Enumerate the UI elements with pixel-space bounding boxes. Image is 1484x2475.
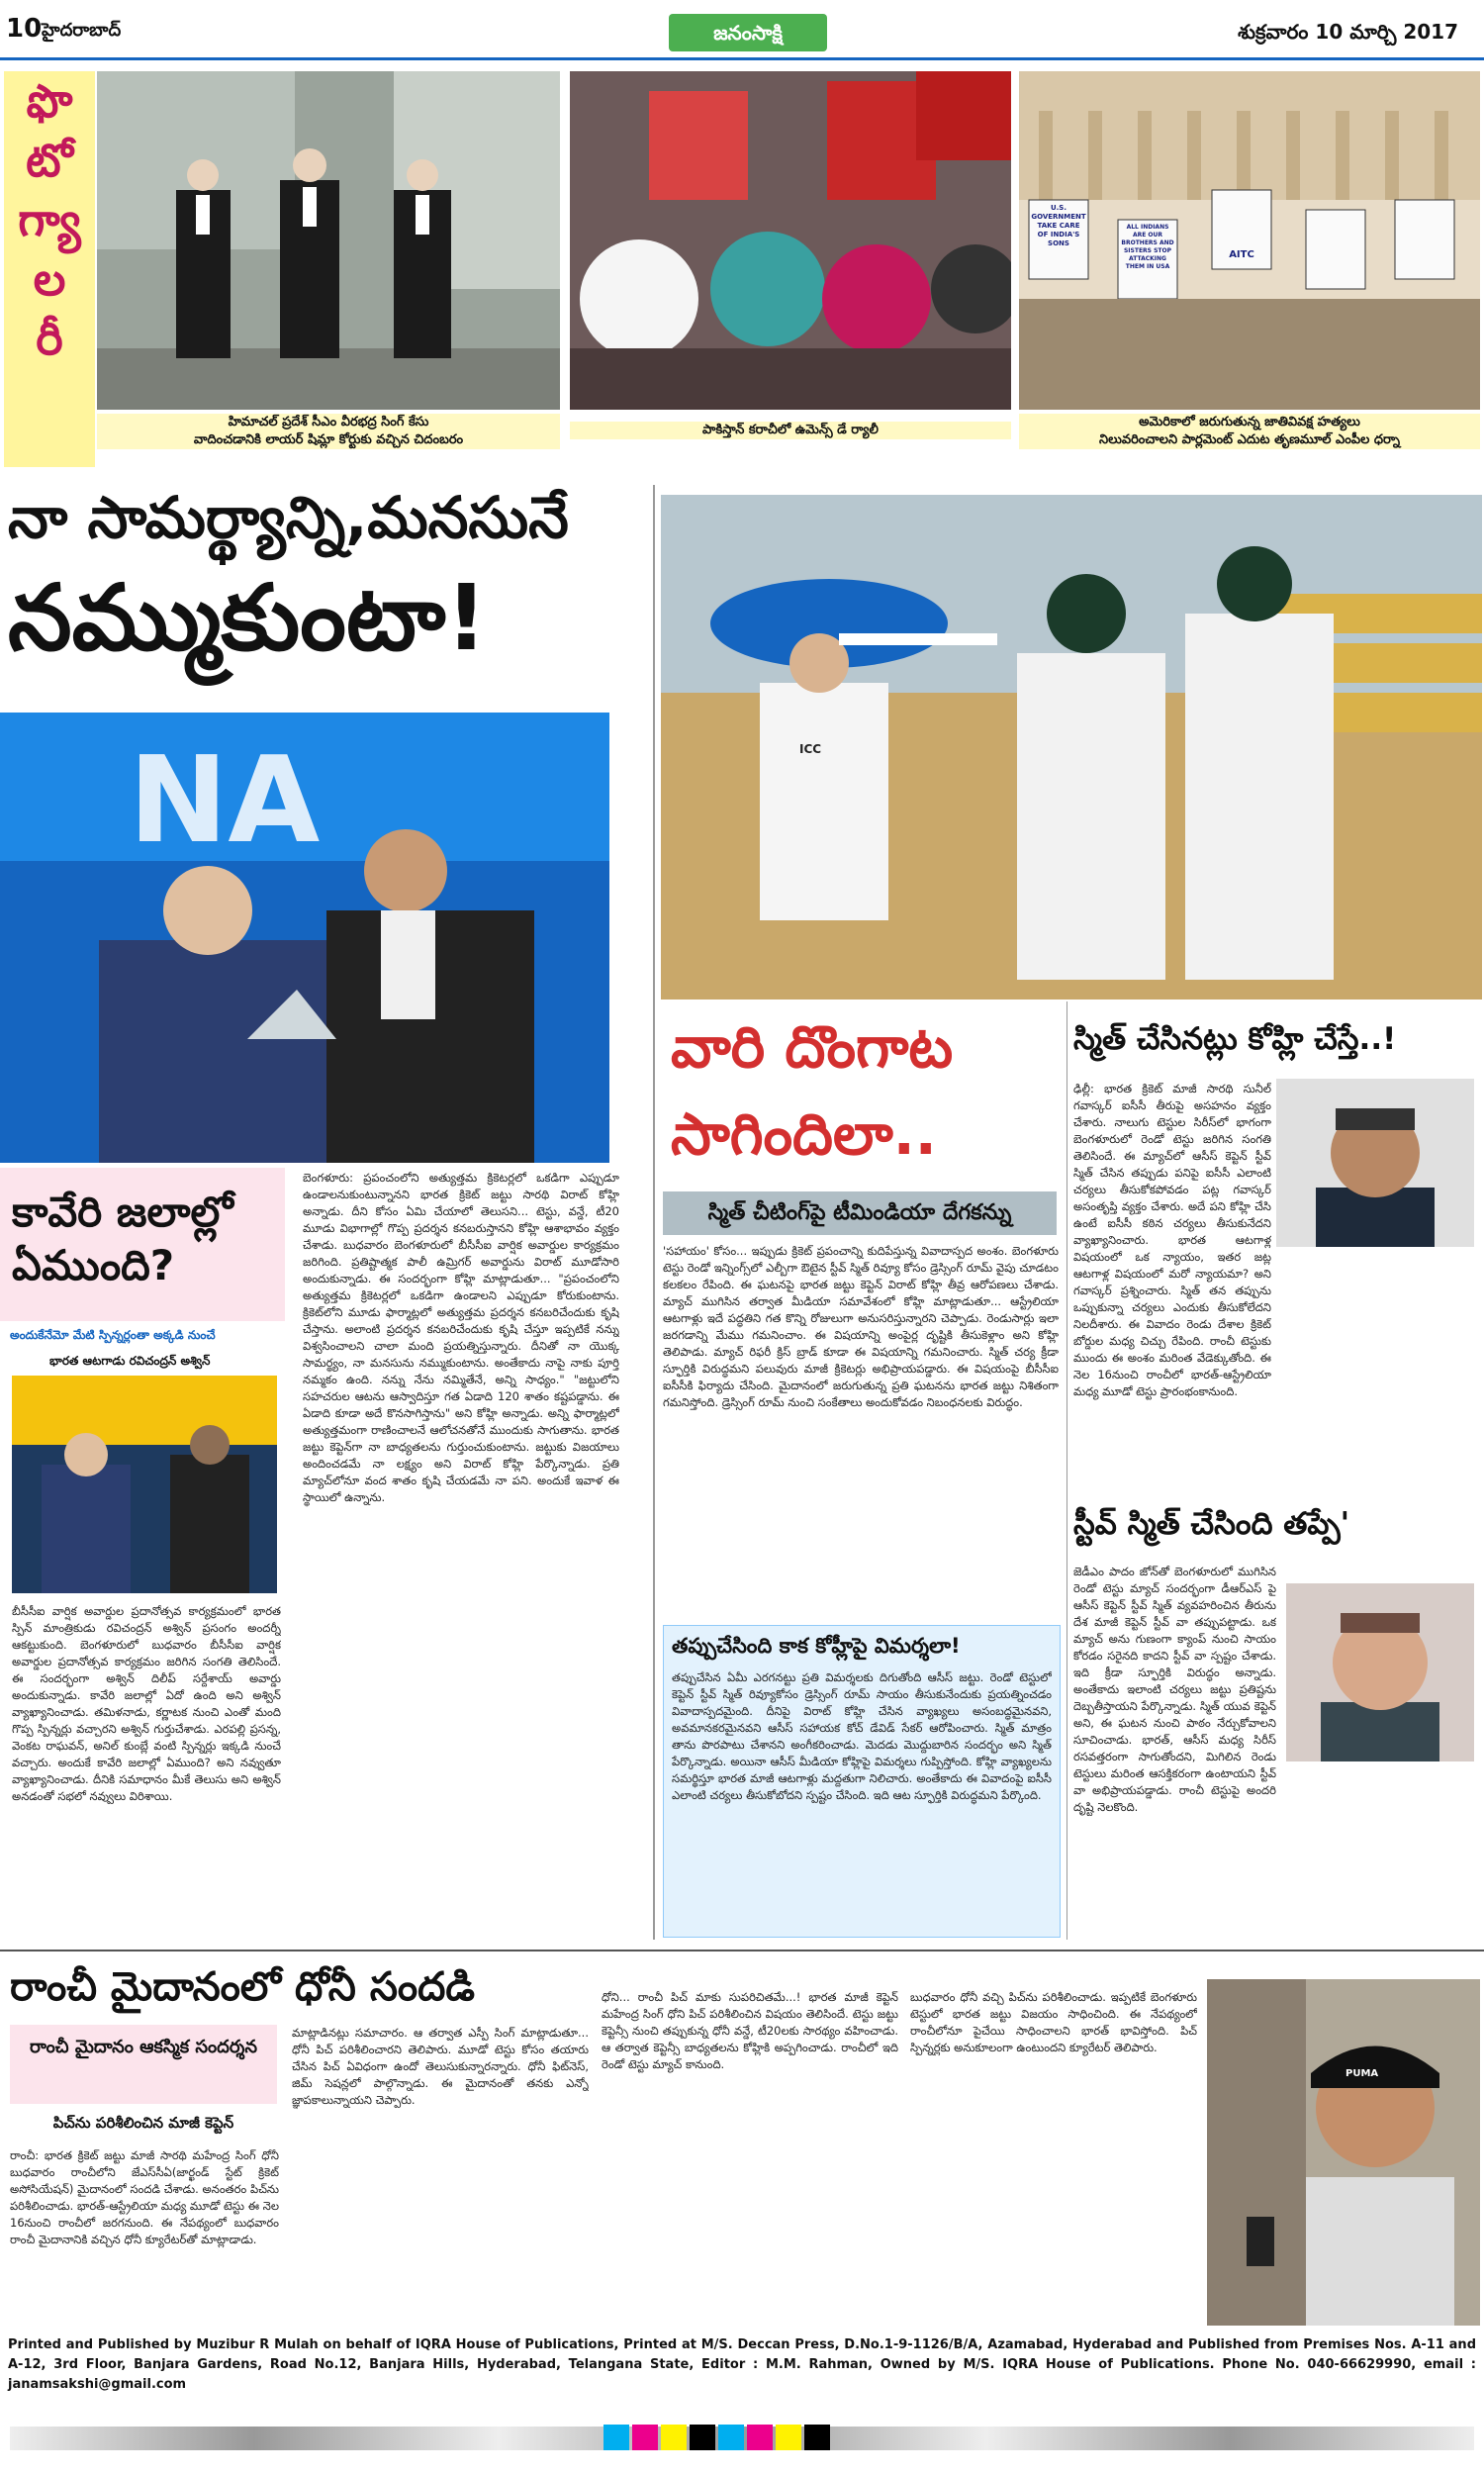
kaveri-story-box [0,1168,285,1321]
gallery-label-char: రీ [36,312,63,365]
gallery-label-char: గ్యా [18,193,81,246]
gallery-label-char: ల [33,252,66,306]
dhoni-body-col3: ధోని... రాంచీ పిచ్ మాకు సుపరిచితమే...! భారత మాజీ కెప్టెన్ మహేంద్ర సింగ్ ధోని పిచ్ పరిశీలించిన విషయం తెలిసిందే. టెస్టు జట్టు కెప్టెన్సీ నుంచి తప్పుకున్న ధోనీ వన్డే, టీ20లకు సారథ్యం వహించాడు. ఆ తర్వాత కెప్టెన్సీ బాధ్యతలను కోహ్లికి అప్పగించాడు. రాంచీలో ఇది రెండో టెస్టు మ్యాచ్ కానుంది. [602,1990,898,2071]
kohli-award-photo [0,713,609,1163]
kohli-headline-line2: నమ్ముకుంటా! [8,565,488,671]
smith-box-title: తప్పుచేసింది కాక కోహ్లీపై విమర్శలా! [672,1634,961,1658]
smith-photo-art [661,495,1482,1000]
gavaskar-photo [1276,1079,1474,1247]
placard-text-2: ALL INDIANS ARE OUR BROTHERS AND SISTERS STOP ATTACKING THEM IN USA [1121,224,1174,270]
color-swatch [747,2425,773,2450]
kohli-photo-backdrop-text: NA [129,732,321,870]
dhoni-body-col1: రాంచీ: భారత క్రికెట్ జట్టు మాజీ సారథి మహేంద్ర సింగ్ ధోనీ బుధవారం రాంచీలోని జేఎస్‌సీఏ(జార్ఖండ్ స్టేట్ క్రికెట్ అసోసియేషన్) మైదానంలో సందడి చేశాడు. అనంతరం పిచ్‌ను పరిశీలించాడు. భారత్-ఆస్ట్రేలియా మధ్య మూడో టెస్టు ఈ నెల 16నుంచి రాంచీలో జరగనుంది. ఈ నేపథ్యంలో బుధవారం రాంచీ మైదానానికి వచ్చిన ధోనీ క్యూరేటర్‌తో మాట్లాడాడు. [10,2148,279,2246]
gallery-caption-1: హిమాచల్ ప్రదేశ్ సీఎం వీరభద్ర సింగ్ కేసు వాదించడానికి లాయర్ షిమ్లా కోర్టుకు వచ్చిన చిదంబరం [97,414,560,449]
gavaskar-photo-art [1276,1079,1474,1247]
gallery-label-char: టో [26,134,73,187]
kohli-body-col1: బెంగళూరు: ప్రపంచంలోని అత్యుత్తమ క్రికెటర్లలో ఒకడిగా ఎప్పుడూ ఉండాలనుకుంటున్నానని భారత క్రికెట్ జట్టు సారథి విరాట్ కోహ్లి అన్నాడు. దీని కోసం ఏమి చేయాలో తెలుసని... టెస్టు, వన్డే, టీ20 మూడు విభాగాల్లో గొప్ప ప్రదర్శన కనబరుస్తానని కోహ్లి ఆశాభావం వ్యక్తం చేశాడు. బుధవారం బెంగళూరులో బీసీసీఐ వార్షిక అవార్డుల కార్యక్రమం జరిగింది. ప్రతిష్టాత్మక పాలీ ఉమ్రిగర్ అవార్డును విరాట్ మూడోసారి అందుకున్నాడు. ఈ సందర్భంగా కోహ్లి మాట్లాడుతూ... "ప్రపంచంలోని అత్యుత్తమ క్రికెటర్లలో ఒకడిగా ఉండాలని ఎప్పుడూ కోరుకుంటాను. క్రికెట్‌లోని మూడు ఫార్మాట్లలో అత్యుత్తమ ప్రదర్శన కనబరిచేందుకు కృషి చేస్తాను. అలాంటి ప్రదర్శన కనబరిచేందుకు కృషి చేస్తూ ఇప్పటికే నన్ను విశ్వసించాలని చాలా మంది ప్రయత్నిస్తున్నారు. దీనితో నా యొక్క సామర్థ్యం, నా మనసును నమ్ముకుంటాను. అంతేకాదు నాపై నాకు పూర్తి నమ్మకం ఉంది. నన్ను నేను నమ్మితేనే, అన్ని సాధ్యం." "జట్టులోని సహచరుల ఆటను ఆస్వాదిస్తూ గత ఏడాది 120 శాతం కష్టపడ్డాను. ఈ ఏడాది కూడా అదే కొనసాగిస్తాను" అని కోహ్లి అన్నాడు. అన్ని ఫార్మాట్లలో అత్యుత్తమంగా రాణించాలనే ఆలోచనతోనే ముందుకు సాగుతాను. భారత జట్టు కెప్టెన్‌గా నా బాధ్యతలను గుర్తుంచుకుంటాను. జట్టుకు విజయాలు అందించడమే నా లక్ష్యం అని విరాట్ కోహ్లి పేర్కొన్నాడు. ప్రతి మ్యాచ్‌లోనూ వంద శాతం కృషి చేయడమే నా పని. అందుకే ఇవాళ ఈ స్థాయిలో ఉన్నాను. [303,1171,619,1504]
waugh-photo [1286,1583,1474,1761]
smith-box-body: తప్పుచేసిన ఏమీ ఎరగనట్టు ప్రతి విమర్శలకు దిగుతోంది ఆసీస్ జట్టు. రెండో టెస్టులో కెప్టెన్ స్టీవ్ స్మిత్ రివ్యూకోసం డ్రెస్సింగ్ రూమ్ సాయం తీసుకునేందుకు ప్రయత్నించడం వివాదాస్పదమైంది. దీనిపై విరాట్ కోహ్లి చేసిన వ్యాఖ్యలు అసంబద్ధమైనవని, అవమానకరమైనవని ఆసీస్ సహాయక కోచ్ డేవిడ్ సేకర్ ఆరోపించారు. స్మిత్ మాత్రం తాను పొరపాటు చేశానని అంగీకరించాడు. మెదడు మొద్దుబారిన సందర్భం అని స్మిత్ పేర్కొన్నాడు. అయినా ఆసీస్ మీడియా కోహ్లిపై విమర్శలు గుప్పిస్తోంది. కోహ్లి వ్యాఖ్యలను సమర్థిస్తూ భారత మాజీ ఆటగాళ్లు మద్దతుగా నిలిచారు. అంతేకాదు ఈ వివాదంపై ఐసీసీ ఎలాంటి చర్యలు తీసుకోబోదని స్పష్టం చేసింది. ఇది ఆట స్ఫూర్తికి విరుద్ధమని పేర్కొంది. [672,1670,1052,1802]
dhoni-subhead2: పిచ్‌ను పరిశీలించిన మాజీ కెప్టెన్ [52,2114,234,2132]
smith-headline-line2: సాగిందిలా.. [671,1100,937,1168]
registration-swatches [603,2425,833,2454]
dhoni-subhead-box [10,2025,277,2104]
color-swatch [661,2425,687,2450]
masthead-logo [669,14,827,51]
dhoni-cap-brand: PUMA [1345,2068,1379,2079]
smith-body: 'సహాయం' కోసం... ఇప్పుడు క్రికెట్ ప్రపంచాన్ని కుదిపేస్తున్న వివాదాస్పద అంశం. బెంగళూరు టెస్టు రెండో ఇన్నింగ్స్‌లో ఎల్బీగా ఔటైన స్టీవ్ స్మిత్ రివ్యూ కోసం డ్రెస్సింగ్ రూమ్ వైపు చూడటం కలకలం రేపింది. ఈ ఘటనపై భారత జట్టు కెప్టెన్ విరాట్ కోహ్లి తీవ్ర ఆరోపణలు చేశాడు. మ్యాచ్ ముగిసిన తర్వాత మీడియా సమావేశంలో కోహ్లి మాట్లాడుతూ... ఆస్ట్రేలియా ఆటగాళ్లు ఇదే పద్ధతిని గత కొన్ని రోజులుగా అనుసరిస్తున్నారని చెప్పాడు. రెండుసార్లు ఇలా జరగడాన్ని మేము గమనించాం. ఈ విషయాన్ని అంపైర్ల దృష్టికి తీసుకెళ్లాం అని కోహ్లి తెలిపాడు. మ్యాచ్ రిఫరీ క్రిస్ బ్రాడ్ కూడా ఈ విషయాన్ని గమనించారు. స్మిత్ చర్య క్రీడా స్ఫూర్తికి విరుద్ధమని పలువురు మాజీ క్రికెటర్లు అభిప్రాయపడ్డారు. ఈ విషయంపై బీసీసీఐ ఐసీసీకి ఫిర్యాదు చేసింది. మైదానంలో జరుగుతున్న ప్రతి ఘటనను భారత జట్టు నిశితంగా గమనిస్తోంది. డ్రెస్సింగ్ రూమ్ నుంచి సంకేతాలు అందుకోవడం నిబంధనలకు విరుద్ధం. [663,1244,1059,1409]
color-swatch [690,2425,715,2450]
kaveri-body: బీసీసీఐ వార్షిక అవార్డుల ప్రదానోత్సవ కార్యక్రమంలో భారత స్పిన్ మాంత్రికుడు రవిచంద్రన్ అశ్విన్ ప్రసంగం అందర్నీ ఆకట్టుకుంది. బెంగళూరులో బుధవారం బీసీసీఐ వార్షిక అవార్డుల ప్రదానోత్సవ కార్యక్రమం జరిగిన సంగతి తెలిసిందే. ఈ సందర్భంగా అశ్విన్ దిలీప్ సర్దేశాయ్ అవార్డు అందుకున్నాడు. కావేరి జలాల్లో ఏదో ఉంది అని అశ్విన్ వ్యాఖ్యానించాడు. తమిళనాడు, కర్ణాటక నుంచి ఎంతో మంది గొప్ప స్పిన్నర్లు వచ్చారని అశ్విన్ గుర్తుచేశాడు. ఎరపల్లి ప్రసన్న, వెంకట రాఘవన్, అనిల్ కుంబ్లే వంటి స్పిన్నర్లు ఇక్కడి నుంచే వచ్చారు. అందుకే కావేరి జలాల్లో ఏముంది? అని నవ్వుతూ వ్యాఖ్యానించాడు. దీనికి సమాధానం మీకే తెలుసు అని అశ్విన్ అనడంతో సభలో నవ్వులు విరిశాయి. [12,1604,281,1803]
ashwin-photo-art [12,1376,277,1593]
edition-label: హైదరాబాద్ [42,20,122,41]
masthead-text: జనంసాక్షి [713,21,783,45]
page-number: 10 [6,14,43,44]
page-header [0,0,1484,65]
gallery-photo-lawyers [97,71,560,410]
kaveri-subhead2: భారత ఆటగాడు రవిచంద్రన్ అశ్విన్ [49,1354,211,1368]
smith-headline-box [663,1001,1059,1190]
gallery-vertical-label [4,71,95,467]
ashwin-photo [12,1376,277,1593]
smith-headline-line1: వారి దొంగాట [671,1013,954,1081]
dhoni-headline: రాంచీ మైదానంలో ధోనీ సందడి [10,1964,476,2010]
umpire-shirt-text: ICC [799,742,822,756]
smith-subhead: స్మిత్ చీటింగ్‌పై టీమిండియా దేగకన్ను [663,1191,1057,1235]
header-rule [0,57,1484,60]
dhoni-photo-art [1207,1979,1480,2326]
registration-bar [0,2415,1484,2464]
section-rule [0,1950,1484,1951]
gallery-caption-3: అమెరికాలో జరుగుతున్న జాతివివక్ష హత్యలు నిలువరించాలని పార్లమెంట్ ఎదుట తృణమూల్ ఎంపీల ధర్నా [1019,414,1480,449]
color-swatch [632,2425,658,2450]
waugh-photo-art [1286,1583,1474,1761]
placard-text-1: U.S. GOVERNMENT TAKE CARE OF INDIA'S SONS [1031,204,1086,247]
dhoni-body-col2: మాట్లాడినట్లు సమాచారం. ఆ తర్వాత ఎస్పీ సింగ్ మాట్లాడుతూ... ధోనీ పిచ్ పరిశీలించారని తెలిపారు. మూడో టెస్టు కోసం తయారు చేసిన పిచ్ ఏవిధంగా ఉందో తెలుసుకున్నారన్నారు. ధోనీ ఫిట్‌నెస్, జిమ్ సెషన్లలో పాల్గొన్నాడు. ఈ మైదానంతో తనకు ఎన్నో జ్ఞాపకాలున్నాయని చెప్పారు. [292,2026,589,2107]
dhoni-body-col4: బుధవారం ధోనీ వచ్చి పిచ్‌ను పరిశీలించాడు. ఇప్పటికే బెంగళూరు టెస్టులో భారత జట్టు విజయం సాధించింది. ఈ నేపథ్యంలో రాంచీలోనూ పైచేయి సాధించాలని భారత్ భావిస్తోంది. పిచ్ స్పిన్నర్లకు అనుకూలంగా ఉంటుందని క్యూరేటర్ తెలిపారు. [910,1990,1197,2054]
kaveri-subhead: అందుకేనేమో మేటి స్పిన్నర్లంతా అక్కడి నుంచే [10,1328,216,1342]
kaveri-headline: కావేరి జలాల్లో ఏముంది? [12,1188,233,1289]
lawyers-photo-art [97,71,560,410]
dhoni-photo [1207,1979,1480,2326]
gallery-caption-2: పాకిస్తాన్ కరాచీలో ఉమెన్స్ డే ర్యాలీ [570,422,1011,439]
rally-photo-art [570,71,1011,410]
color-swatch [603,2425,629,2450]
dhoni-subhead: రాంచీ మైదానం ఆకస్మిక సందర్శన [30,2037,257,2057]
kohli-headline-line1: నా సామర్థ్యాన్ని,మనసునే [8,484,569,551]
photo-gallery [0,65,1484,471]
color-swatch [804,2425,830,2450]
color-swatch [776,2425,801,2450]
waugh-headline: స్టీవ్ స్మిత్ చేసింది తప్పే' [1073,1506,1350,1542]
gallery-photo-parliament [1019,71,1480,410]
footer-imprint: Printed and Published by Muzibur R Mulah on behalf of IQRA House of Publications, Printed at M/S. Deccan Press, D.No.1-9-1126/B/A, Azamabad, Hyderabad and Published from Premises Nos. A-11 and A-12, 3rd Floor, Banjara Gardens, Road No.12, Banjara Hills, Hyderabad, Telangana State, Editor : M.M. Rahman, Owned by M/S. IQRA House of Publications. Phone No. 040-66629990, email : janamsakshi@gmail.com [8,2337,1476,2392]
column-rule [653,485,655,1940]
gallery-label-char: ఫొ [26,74,73,128]
waugh-body: జెడీఎం పాదం జోన్‌తో బెంగళూరులో ముగిసిన రెండో టెస్టు మ్యాచ్ సందర్భంగా డీఆర్‌ఎస్ పై ఆసీస్ కెప్టెన్ స్టీవ్ స్మిత్ వ్యవహరించిన తీరును దేశ మాజీ కెప్టెన్ స్టీవ్ వా తప్పుపట్టాడు. ఒక మ్యాచ్ అను గుణంగా క్యాంప్ నుంచి సాయం కోరడం సరైనది కాదని స్టీవ్ వా స్పష్టం చేశాడు. ఇది క్రీడా స్ఫూర్తికి విరుద్ధం అన్నాడు. అంతేకాదు ఇలాంటి చర్యలు జట్టు ప్రతిష్టను దెబ్బతీస్తాయని పేర్కొన్నాడు. స్మిత్ యువ కెప్టెన్ అని, ఈ ఘటన నుంచి పాఠం నేర్చుకోవాలని సూచించాడు. భారత్, ఆసీస్ మధ్య సిరీస్ రసవత్తరంగా సాగుతోందని, మిగిలిన రెండు టెస్టులు మరింత ఆసక్తికరంగా ఉంటాయని స్టీవ్ వా అభిప్రాయపడ్డాడు. రాంచీ టెస్టుపై అందరి దృష్టి నెలకొంది. [1073,1565,1276,1814]
gavaskar-body: ఢిల్లీ: భారత క్రికెట్ మాజీ సారథి సునీల్ గవాస్కర్ ఐసీసీ తీరుపై అసహనం వ్యక్తం చేశారు. నాలుగు టెస్టుల సిరీస్‌లో భాగంగా బెంగళూరులో రెండో టెస్టు జరిగిన సంగతి తెలిసిందే. ఈ మ్యాచ్‌లో ఆసీస్ కెప్టెన్ స్టీవ్ స్మిత్ చేసిన తప్పుడు పనిపై ఐసీసీ ఎలాంటి చర్యలు తీసుకోకపోవడం పట్ల గవాస్కర్ అసంతృప్తి వ్యక్తం చేశారు. అదే పని కోహ్లి చేసి ఉంటే ఐసీసీ కఠిన చర్యలు తీసుకునేదని వ్యాఖ్యానించారు. భారత ఆటగాళ్ల విషయంలో ఒక న్యాయం, ఇతర జట్ల ఆటగాళ్ల విషయంలో మరో న్యాయమా? అని గవాస్కర్ ప్రశ్నించారు. స్మిత్ తన తప్పును ఒప్పుకున్నా చర్యలు ఎందుకు తీసుకోలేదని నిలదీశారు. ఈ వివాదం రెండు దేశాల క్రికెట్ బోర్డుల మధ్య చిచ్చు రేపింది. రాంచీ టెస్టుకు ముందు ఈ అంశం మరింత వేడెక్కుతోంది. ఈ నెల 16నుంచి రాంచీలో భారత్-ఆస్ట్రేలియా మధ్య మూడో టెస్టు ప్రారంభంకానుంది. [1073,1082,1271,1398]
smith-side-box [663,1625,1061,1938]
smith-umpire-photo [661,495,1482,1000]
gavaskar-headline: స్మిత్ చేసినట్లు కోహ్లి చేస్తే..! [1073,1021,1397,1057]
placard-text-3: AITC [1229,249,1254,260]
page-date: శుక్రవారం 10 మార్చి 2017 [1238,20,1458,44]
parliament-photo-art [1019,71,1480,410]
gallery-photo-rally [570,71,1011,410]
color-swatch [718,2425,744,2450]
